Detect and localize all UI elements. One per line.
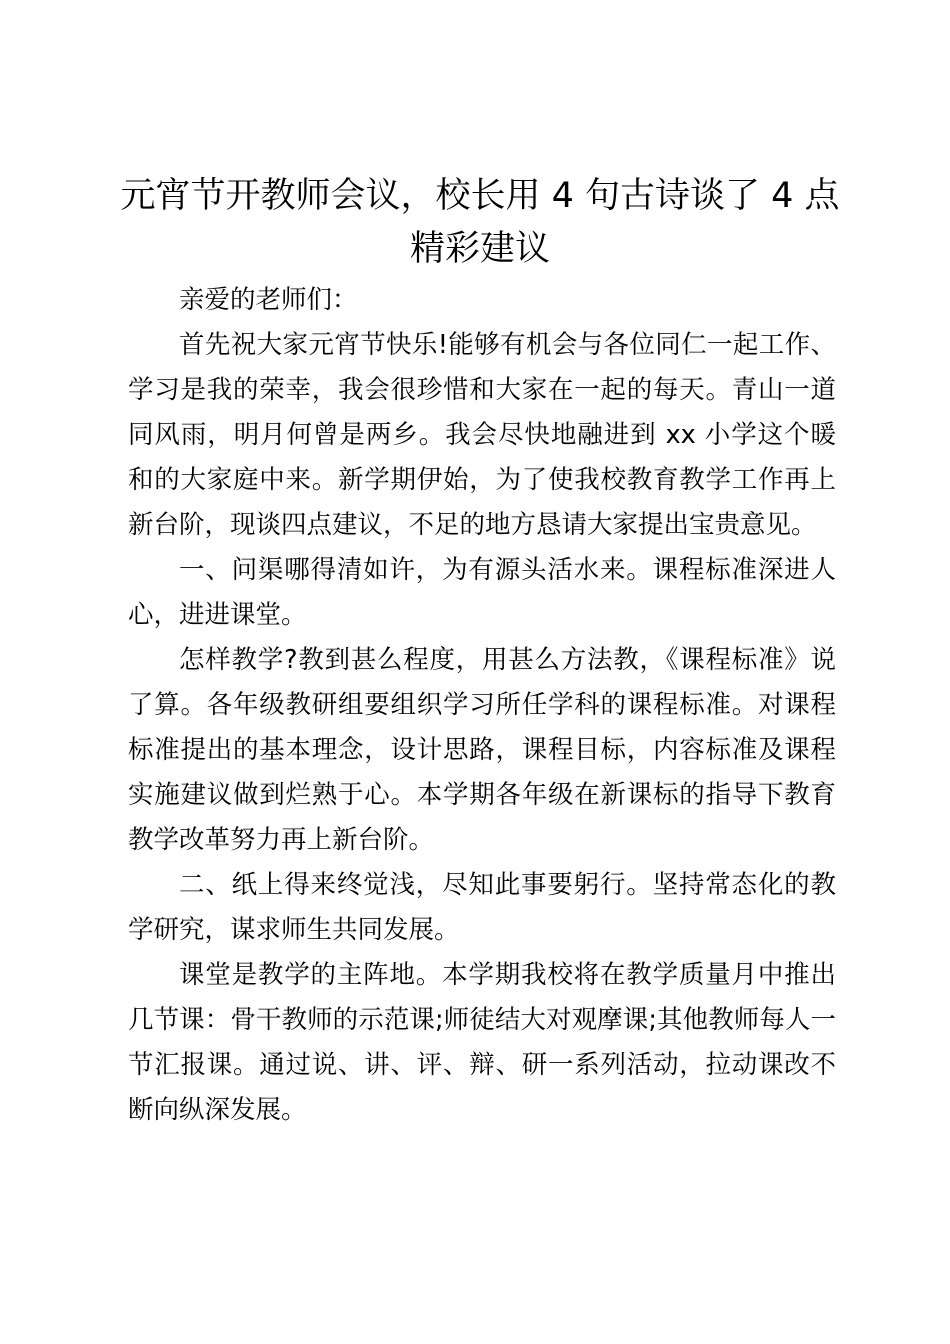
paragraph-section-2: 课堂是教学的主阵地。本学期我校将在教学质量月中推出几节课：骨干教师的示范课;师徒结大对观摩课;其他教师每人一节汇报课。通过说、讲、评、辩、研一系列活动，拉动课改不断向纵深发展。 (128, 960, 836, 1125)
document-body (128, 278, 836, 1133)
paragraph-intro: 首先祝大家元宵节快乐!能够有机会与各位同仁一起工作、学习是我的荣幸，我会很珍惜和大家在一起的每天。青山一道同风雨，明月何曾是两乡。我会尽快地融进到 xx 小学这个暖和的大家庭中来。新学期伊始，为了使我校教育教学工作再上新台阶，现谈四点建议，不足的地方恳请大家提出宝贵意见。 (128, 330, 836, 540)
document-title: 元宵节开教师会议，校长用 4 句古诗谈了 4 点精彩建议 (120, 176, 840, 269)
salutation: 亲爱的老师们： (179, 285, 358, 315)
section-heading-1: 一、问渠哪得清如许，为有源头活水来。课程标准深进人心，进进课堂。 (128, 555, 836, 630)
section-heading-2: 二、纸上得来终觉浅，尽知此事要躬行。坚持常态化的教学研究，谋求师生共同发展。 (128, 870, 836, 945)
paragraph-section-1: 怎样教学?教到甚么程度，用甚么方法教，《课程标准》说了算。各年级教研组要组织学习所任学科的课程标准。对课程标准提出的基本理念，设计思路，课程目标，内容标准及课程实施建议做到烂熟于心。本学期各年级在新课标的指导下教育教学改革努力再上新台阶。 (128, 645, 836, 855)
